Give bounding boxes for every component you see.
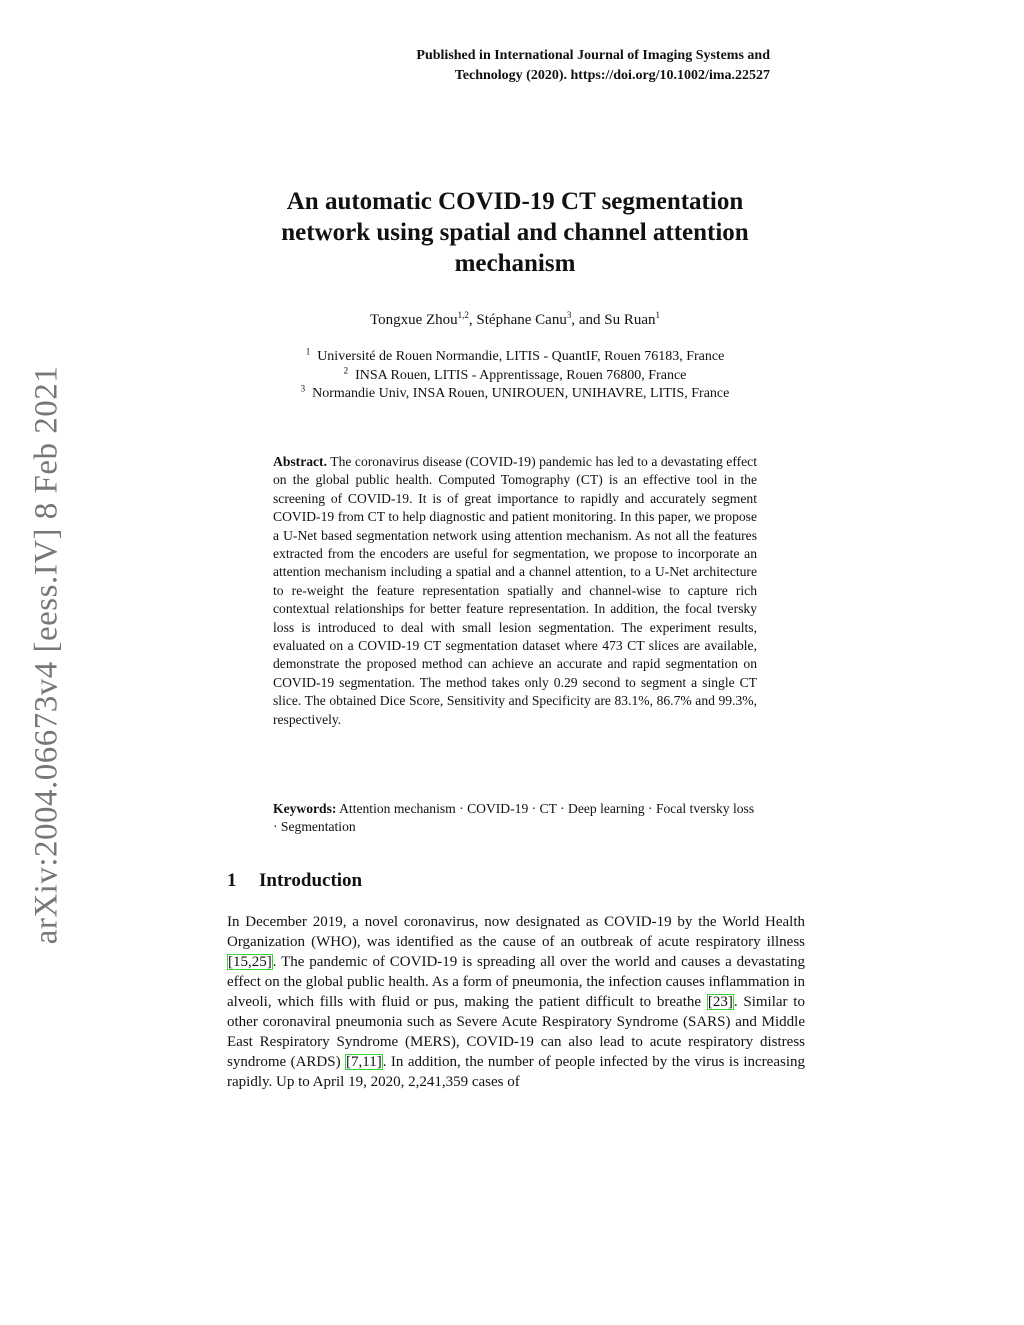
section-heading xyxy=(227,870,727,892)
arxiv-identifier: arXiv:2004.06673v4 [eess.IV] 8 Feb 2021 xyxy=(28,365,65,945)
publication-note xyxy=(290,46,770,86)
affiliation-list xyxy=(220,348,810,404)
author-name: Tongxue Zhou xyxy=(369,312,458,328)
title-line-2: network using spatial and channel attention xyxy=(281,219,749,246)
publication-note-line-1: Published in International Journal of Imaging Systems and xyxy=(416,48,770,63)
author-name: Su Ruan xyxy=(604,312,656,328)
intro-text: . The pandemic of COVID-19 is spreading all over the world and causes a devastating effect on the global public health. As a form of pneumonia, the infection causes inflammation in alveoli, which fills with fluid or pus, making the patient difficult to breathe xyxy=(227,954,805,1010)
author-affiliation-mark: 1,2 xyxy=(457,310,469,320)
affiliation-text: INSA Rouen, LITIS - Apprentissage, Rouen 76800, France xyxy=(355,367,687,383)
intro-text: In December 2019, a novel coronavirus, now designated as COVID-19 by the World Health Organization (WHO), was identified as the cause of an outbreak of acute respiratory illness xyxy=(227,914,805,950)
affiliation-text: Normandie Univ, INSA Rouen, UNIROUEN, UNIHAVRE, LITIS, France xyxy=(312,386,730,401)
title-line-3: mechanism xyxy=(454,250,576,277)
affiliation-item xyxy=(220,364,810,386)
keywords-label: Keywords: xyxy=(273,801,337,816)
keywords xyxy=(273,800,757,837)
citation-link[interactable]: [23] xyxy=(707,994,733,1010)
affiliation-number: 1 xyxy=(305,346,311,357)
citation-link[interactable]: [15,25] xyxy=(228,954,272,970)
abstract xyxy=(273,453,757,729)
affiliation-item xyxy=(220,348,810,367)
abstract-text: The coronavirus disease (COVID-19) pandemic has led to a devastating effect on the global public health. Computed Tomography (CT) is an effective tool in the screening of COVID-19. It is of great importance to rapidly and accurately segment COVID-19 from CT to help diagnostic and patient monitoring. In this paper, we propose a U-Net based segmentation network using attention mechanism. As not all the features extracted from the encoders are useful for segmentation, we propose to incorporate an attention mechanism including a spatial and a channel attention, to a U-Net architecture to re-weight the feature representation spatially and channel-wise to capture rich contextual relationships for better feature representation. In addition, the focal tversky loss is introduced to deal with small lesion segmentation. The experiment results, evaluated on a COVID-19 CT segmentation dataset where 473 CT slices are available, demonstrate the proposed method can achieve an accurate and rapid segmentation on COVID-19 segmentation. The method takes only 0.29 second to segment a single CT slice. The obtained Dice Score, Sensitivity and Specificity are 83.1%, 86.7% and 99.3%, respectively. xyxy=(273,454,757,727)
author-affiliation-mark: 3 xyxy=(566,310,572,320)
publication-note-line-2: Technology (2020). https://doi.org/10.1002/ima.22527 xyxy=(454,68,770,83)
abstract-label: Abstract. xyxy=(273,454,327,469)
author-list xyxy=(220,312,810,329)
paper-title xyxy=(220,186,810,279)
affiliation-item xyxy=(220,385,810,404)
affiliation-number: 3 xyxy=(300,383,306,394)
section-title: Introduction xyxy=(259,870,363,891)
title-line-1: An automatic COVID-19 CT segmentation xyxy=(286,188,744,215)
author-affiliation-mark: 1 xyxy=(655,310,661,320)
author-separator: , xyxy=(468,312,477,328)
keywords-text: Attention mechanism · COVID-19 · CT · Deep learning · Focal tversky loss · Segmentation xyxy=(273,801,755,835)
intro-text: . In addition, the number of people infected by the virus is increasing rapidly. Up to April 19, 2020, 2,241,359 cases of xyxy=(227,1054,805,1090)
citation-link[interactable]: [7,11] xyxy=(346,1054,382,1070)
author-name: Stéphane Canu xyxy=(476,312,567,328)
intro-text: . Similar to other coronaviral pneumonia such as Severe Acute Respiratory Syndrome (SARS) and Middle East Respiratory Syndrome (MERS), COVID-19 can also lead to acute respiratory distress syndrome (ARDS) xyxy=(227,994,805,1070)
arxiv-sidebar xyxy=(28,360,66,950)
author-separator: , and xyxy=(571,312,605,328)
section-number: 1 xyxy=(227,870,237,891)
affiliation-text: Université de Rouen Normandie, LITIS - QuantIF, Rouen 76183, France xyxy=(317,349,725,364)
introduction-paragraph xyxy=(227,912,805,1092)
affiliation-number: 2 xyxy=(343,364,349,375)
